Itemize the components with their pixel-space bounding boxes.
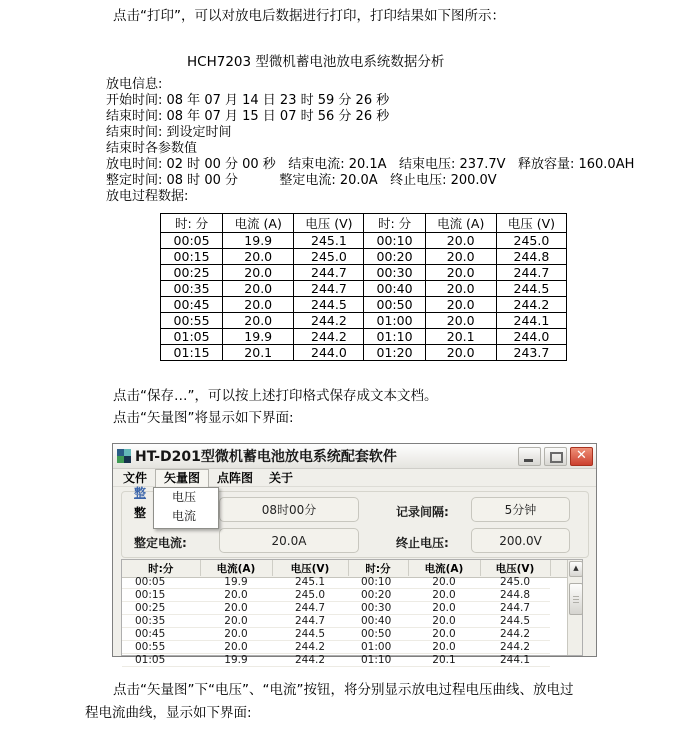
table-row (122, 641, 550, 654)
table-cell: 244.8 (480, 589, 550, 602)
table-cell: 244.2 (294, 313, 364, 329)
table-cell: 00:10 (348, 576, 408, 589)
table-row (122, 628, 550, 641)
set-time-field[interactable]: 08时00分 (219, 497, 359, 522)
dropdown-item-current[interactable]: 电流 (172, 509, 197, 523)
table-cell: 244.7 (272, 602, 348, 615)
table-cell: 244.2 (272, 654, 348, 667)
app-data-table (122, 560, 551, 667)
table-cell: 243.7 (496, 345, 566, 361)
table-row (122, 654, 550, 667)
table-cell: 244.1 (480, 654, 550, 667)
table-cell: 00:55 (122, 641, 200, 654)
table-cell: 01:20 (364, 345, 425, 361)
paragraph-curves-note-line2: 程电流曲线，显示如下界面: (85, 705, 252, 721)
minimize-button[interactable] (518, 447, 541, 466)
table-cell: 20.0 (425, 297, 496, 313)
table-cell: 20.0 (223, 281, 294, 297)
window-title: HT-D201型微机蓄电池放电系统配套软件 (135, 449, 397, 465)
app-icon (117, 449, 131, 463)
table-cell: 244.7 (272, 615, 348, 628)
table-cell: 20.0 (408, 602, 480, 615)
info-line: 结束时间: 08 年 07 月 15 日 07 时 56 分 26 秒 (106, 109, 390, 124)
table-cell: 244.5 (496, 281, 566, 297)
record-interval-label: 记录间隔: (396, 505, 449, 519)
table-cell: 00:50 (364, 297, 425, 313)
table-cell: 20.0 (200, 615, 272, 628)
table-row (161, 313, 567, 329)
set-time-label-fragment: 整 (134, 506, 147, 520)
scrollbar-thumb[interactable] (569, 583, 583, 615)
table-cell: 00:20 (364, 249, 425, 265)
dropdown-item-voltage[interactable]: 电压 (172, 490, 197, 504)
table-cell: 00:55 (161, 313, 223, 329)
set-current-label: 整定电流: (134, 536, 187, 550)
column-header: 电压(V) (272, 560, 348, 576)
table-cell: 20.0 (425, 265, 496, 281)
table-cell: 244.2 (294, 329, 364, 345)
arrow-up-icon: ▲ (573, 564, 579, 572)
info-line: 放电时间: 02 时 00 分 00 秒 结束电流: 20.1A 结束电压: 237.7V 释放容量: 160.0AH (106, 157, 635, 172)
column-header: 电压 (V) (496, 214, 566, 233)
column-header: 电流 (A) (223, 214, 294, 233)
table-cell: 244.0 (294, 345, 364, 361)
data-list-view (121, 559, 583, 666)
table-row (122, 576, 550, 589)
table-cell: 00:35 (122, 615, 200, 628)
paragraph-vector-note: 点击“矢量图”将显示如下界面: (113, 410, 294, 426)
table-cell: 00:30 (348, 602, 408, 615)
record-interval-field[interactable]: 5分钟 (471, 497, 570, 522)
menubar (113, 469, 596, 487)
table-row (161, 249, 567, 265)
table-cell: 19.9 (200, 654, 272, 667)
table-cell: 244.2 (272, 641, 348, 654)
table-cell: 20.0 (408, 615, 480, 628)
table-cell: 01:00 (364, 313, 425, 329)
column-header: 时:分 (122, 560, 200, 576)
close-button[interactable] (570, 447, 593, 466)
table-row (161, 265, 567, 281)
vertical-scrollbar[interactable] (567, 560, 582, 655)
table-cell: 00:40 (364, 281, 425, 297)
paragraph-save-note: 点击“保存…”，可以按上述打印格式保存成文本文档。 (113, 388, 438, 404)
table-cell: 244.7 (480, 602, 550, 615)
table-cell: 00:25 (122, 602, 200, 615)
table-row (122, 589, 550, 602)
table-cell: 01:10 (348, 654, 408, 667)
table-row (161, 345, 567, 361)
table-row (161, 297, 567, 313)
minimize-icon (524, 459, 533, 462)
table-row (161, 281, 567, 297)
table-cell: 20.1 (223, 345, 294, 361)
table-cell: 244.0 (496, 329, 566, 345)
table-cell: 00:15 (122, 589, 200, 602)
table-cell: 244.7 (294, 265, 364, 281)
column-header: 时: 分 (364, 214, 425, 233)
table-cell: 244.1 (496, 313, 566, 329)
column-header: 时: 分 (161, 214, 223, 233)
table-row (122, 602, 550, 615)
thumb-grip-icon (573, 596, 579, 597)
column-header: 时:分 (348, 560, 408, 576)
table-cell: 20.0 (425, 249, 496, 265)
table-cell: 20.0 (223, 249, 294, 265)
column-header: 电压 (V) (294, 214, 364, 233)
table-cell: 00:05 (122, 576, 200, 589)
stop-voltage-field[interactable]: 200.0V (471, 528, 570, 553)
info-line: 结束时各参数值 (106, 141, 198, 156)
info-line: 放电信息: (106, 77, 163, 92)
vector-graph-dropdown (153, 487, 219, 529)
table-cell: 19.9 (223, 329, 294, 345)
print-data-table (160, 213, 567, 361)
table-cell: 245.1 (294, 233, 364, 249)
table-cell: 20.0 (425, 281, 496, 297)
info-line: 放电过程数据: (106, 189, 189, 204)
table-cell: 20.0 (408, 628, 480, 641)
table-cell: 20.0 (425, 233, 496, 249)
table-cell: 244.5 (272, 628, 348, 641)
table-cell: 244.2 (496, 297, 566, 313)
table-cell: 245.1 (272, 576, 348, 589)
column-header: 电流(A) (408, 560, 480, 576)
titlebar[interactable] (113, 444, 596, 469)
info-line: 开始时间: 08 年 07 月 14 日 23 时 59 分 26 秒 (106, 93, 390, 108)
table-cell: 20.0 (223, 313, 294, 329)
table-cell: 00:50 (348, 628, 408, 641)
groupbox-caption-fragment: 整 (134, 486, 147, 500)
table-cell: 245.0 (496, 233, 566, 249)
table-cell: 20.0 (223, 265, 294, 281)
set-current-field[interactable]: 20.0A (219, 528, 359, 553)
table-cell: 01:05 (161, 329, 223, 345)
close-icon: ✕ (576, 447, 587, 463)
table-cell: 00:25 (161, 265, 223, 281)
table-cell: 244.7 (496, 265, 566, 281)
menu-bitmap-graph[interactable]: 点阵图 (217, 470, 254, 485)
table-cell: 19.9 (200, 576, 272, 589)
table-row (161, 329, 567, 345)
table-cell: 00:45 (122, 628, 200, 641)
table-cell: 244.2 (480, 628, 550, 641)
scroll-up-button[interactable] (569, 561, 583, 577)
table-cell: 00:10 (364, 233, 425, 249)
table-cell: 01:10 (364, 329, 425, 345)
table-cell: 20.0 (200, 602, 272, 615)
table-cell: 20.0 (425, 345, 496, 361)
table-cell: 00:05 (161, 233, 223, 249)
table-cell: 245.0 (294, 249, 364, 265)
app-window (112, 443, 597, 666)
paragraph-curves-note-line1: 点击“矢量图”下“电压”、“电流”按钮，将分别显示放电过程电压曲线、放电过 (113, 682, 574, 698)
table-cell: 00:35 (161, 281, 223, 297)
table-cell: 20.1 (408, 654, 480, 667)
table-cell: 245.0 (480, 576, 550, 589)
info-line: 整定时间: 08 时 00 分 整定电流: 20.0A 终止电压: 200.0V (106, 173, 497, 188)
table-cell: 244.7 (294, 281, 364, 297)
report-title: HCH7203 型微机蓄电池放电系统数据分析 (187, 54, 445, 70)
table-cell: 244.5 (480, 615, 550, 628)
table-cell: 01:05 (122, 654, 200, 667)
stop-voltage-label: 终止电压: (396, 536, 449, 550)
table-cell: 01:00 (348, 641, 408, 654)
menu-vector-graph[interactable]: 矢量图 (155, 469, 209, 487)
table-cell: 20.0 (408, 641, 480, 654)
menu-file[interactable]: 文件 (123, 470, 148, 485)
table-cell: 20.0 (200, 641, 272, 654)
table-cell: 244.2 (480, 641, 550, 654)
table-row (161, 233, 567, 249)
table-row (122, 615, 550, 628)
maximize-icon (550, 452, 563, 463)
table-cell: 245.0 (272, 589, 348, 602)
maximize-button[interactable] (544, 447, 567, 466)
table-cell: 01:15 (161, 345, 223, 361)
table-cell: 20.0 (200, 628, 272, 641)
paragraph-print-note: 点击“打印”，可以对放电后数据进行打印，打印结果如下图所示： (113, 8, 505, 24)
info-line: 结束时间: 到设定时间 (106, 125, 232, 140)
table-cell: 19.9 (223, 233, 294, 249)
report-info-block (106, 77, 634, 205)
column-header: 电流(A) (200, 560, 272, 576)
table-cell: 244.5 (294, 297, 364, 313)
table-cell: 20.0 (408, 576, 480, 589)
table-cell: 20.0 (425, 313, 496, 329)
table-cell: 244.8 (496, 249, 566, 265)
column-header: 电压(V) (480, 560, 550, 576)
menu-about[interactable]: 关于 (269, 470, 294, 485)
table-cell: 00:40 (348, 615, 408, 628)
column-header: 电流 (A) (425, 214, 496, 233)
table-cell: 20.0 (200, 589, 272, 602)
table-cell: 00:45 (161, 297, 223, 313)
table-cell: 20.1 (425, 329, 496, 345)
table-cell: 20.0 (408, 589, 480, 602)
table-cell: 00:15 (161, 249, 223, 265)
table-cell: 20.0 (223, 297, 294, 313)
table-cell: 00:30 (364, 265, 425, 281)
table-cell: 00:20 (348, 589, 408, 602)
